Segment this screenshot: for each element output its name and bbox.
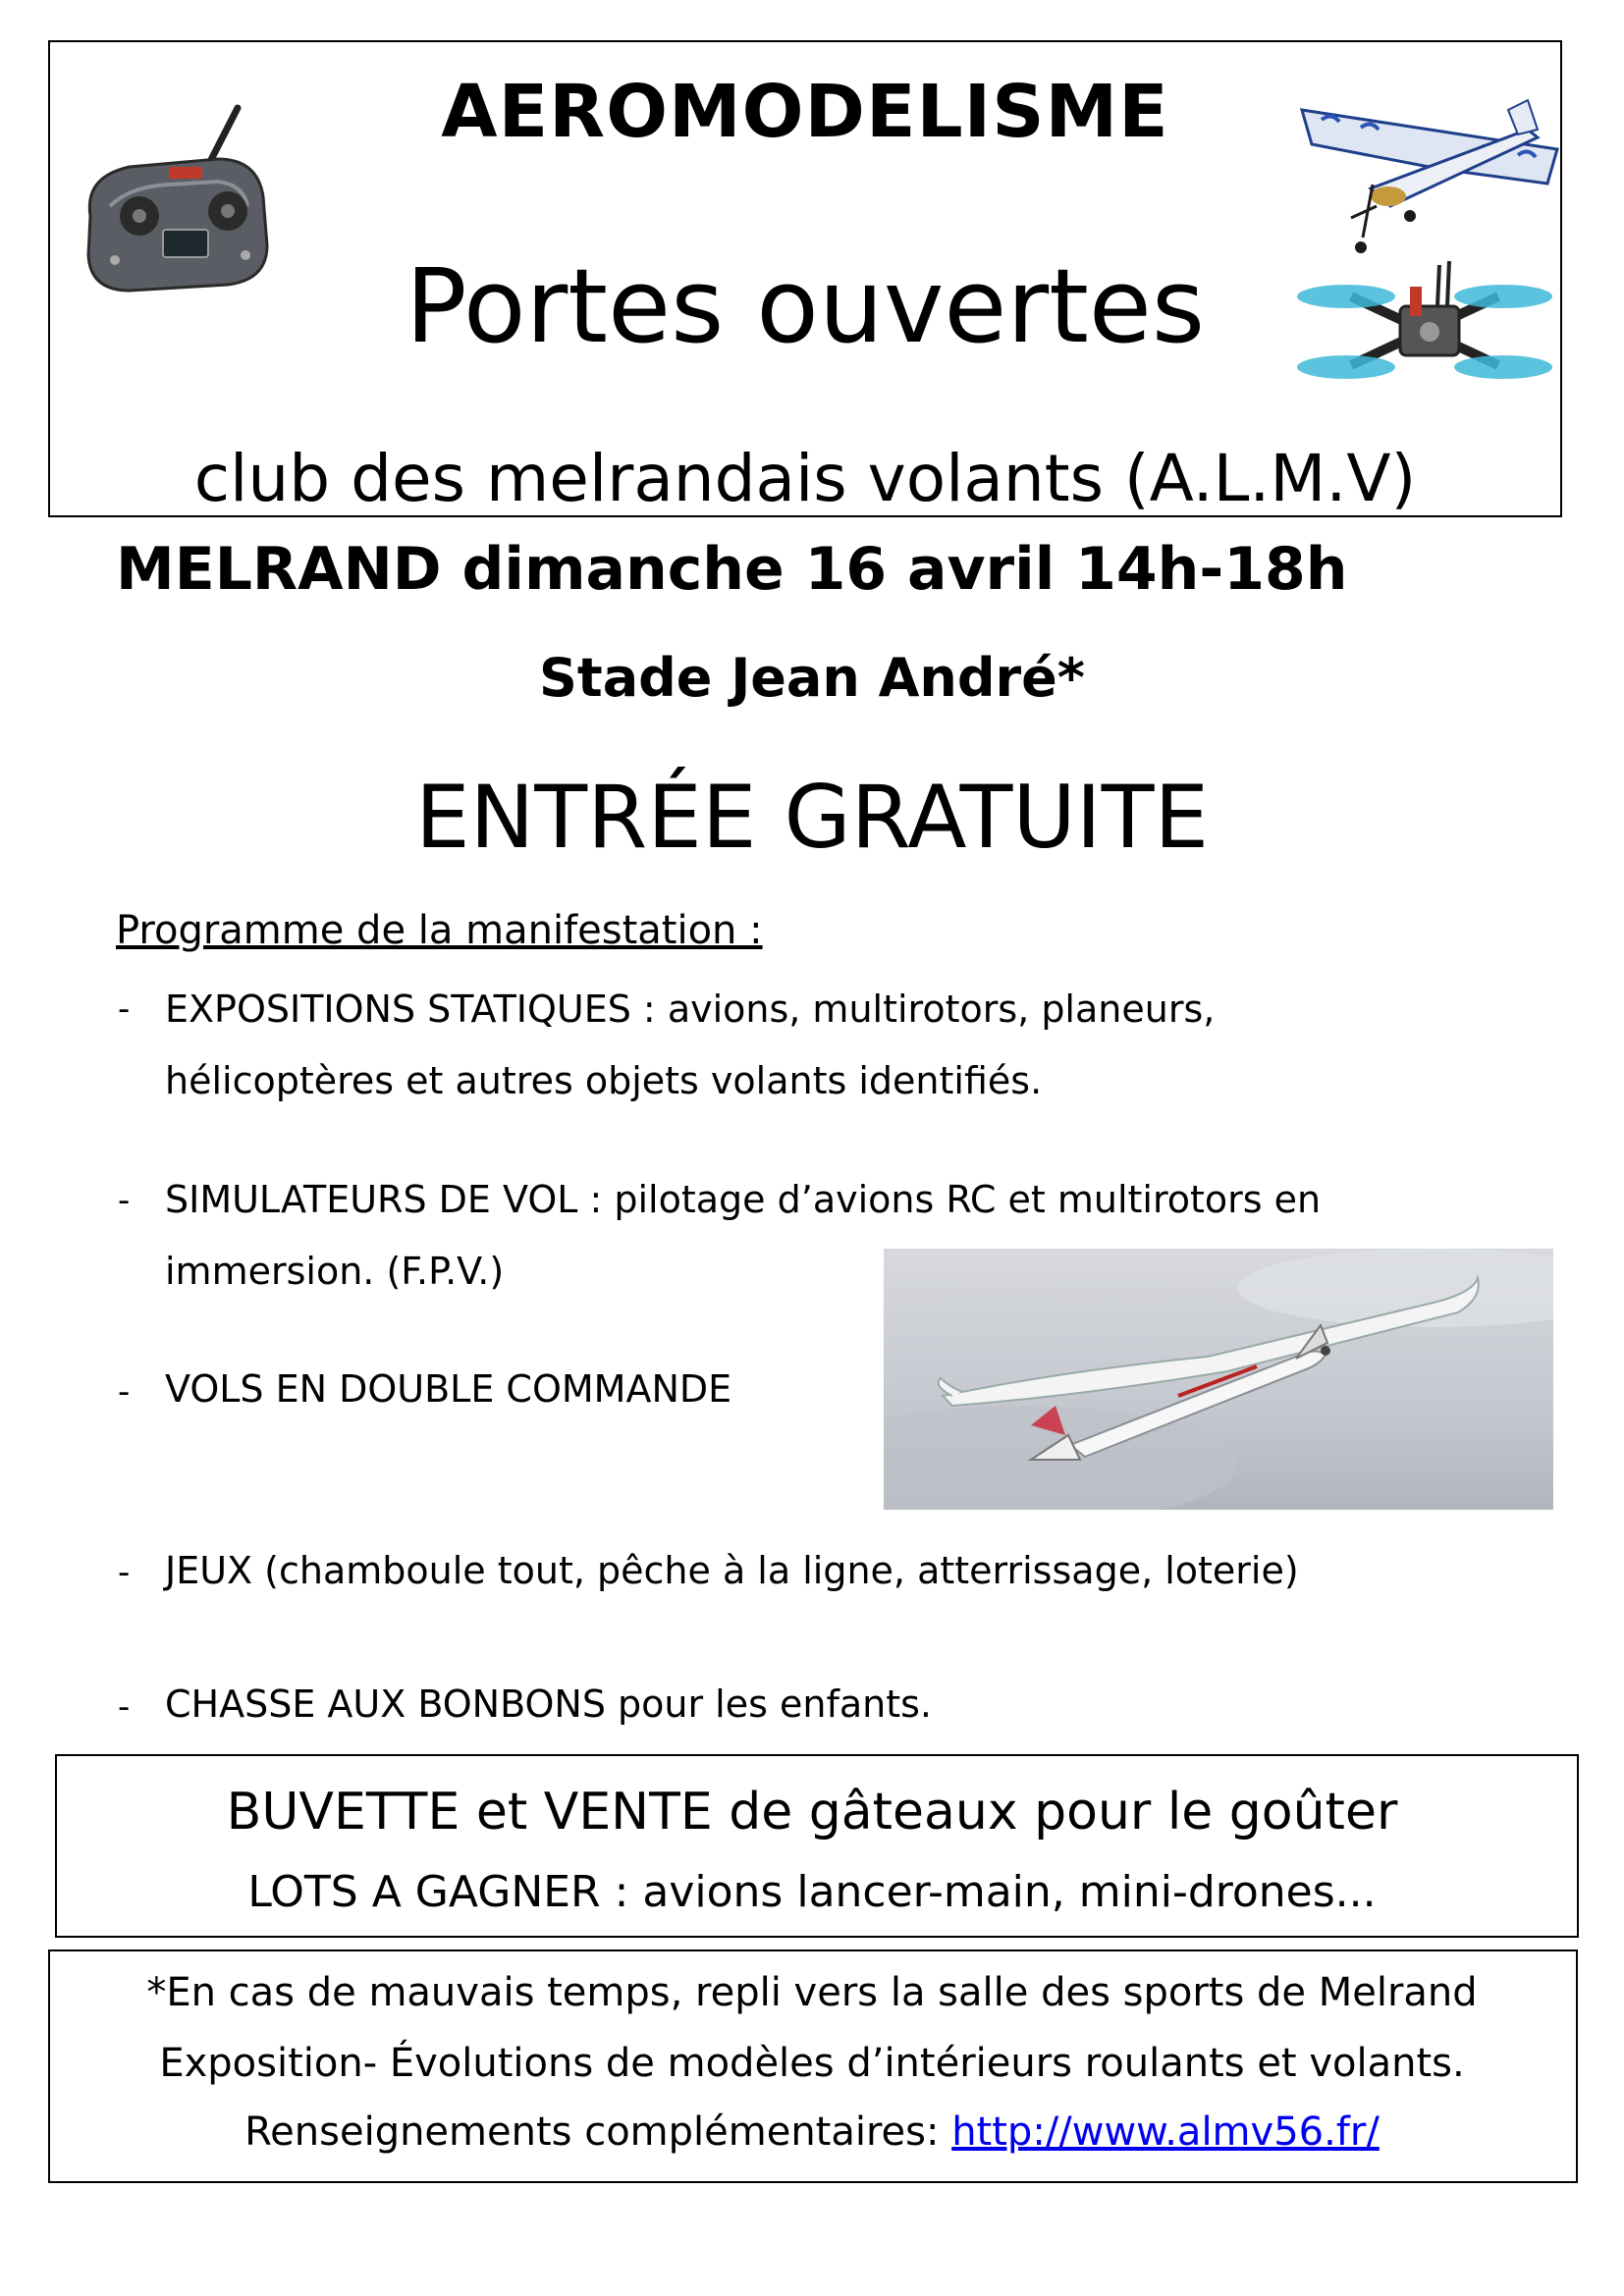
info-label: Renseignements complémentaires: bbox=[244, 2109, 952, 2155]
entry-free: ENTRÉE GRATUITE bbox=[414, 767, 1210, 868]
weather-note: *En cas de mauvais temps, repli vers la salle des sports de Melrand bbox=[146, 1970, 1478, 2015]
model-airplane-icon bbox=[1282, 90, 1569, 267]
event-venue: Stade Jean André* bbox=[538, 647, 1085, 709]
bullet-dash: - bbox=[118, 989, 131, 1029]
program-item-line: immersion. (F.P.V.) bbox=[165, 1250, 505, 1293]
program-item-line: EXPOSITIONS STATIQUES : avions, multirotors, planeurs, bbox=[165, 988, 1216, 1031]
refreshments-line: BUVETTE et VENTE de gâteaux pour le goûter bbox=[226, 1783, 1398, 1842]
bullet-dash: - bbox=[118, 1181, 131, 1220]
program-item-line: VOLS EN DOUBLE COMMANDE bbox=[165, 1367, 732, 1411]
program-item-line: hélicoptères et autres objets volants identifiés. bbox=[165, 1059, 1043, 1102]
info-line bbox=[0, 2103, 1624, 2162]
bullet-dash: - bbox=[118, 1553, 131, 1592]
program-item-line: SIMULATEURS DE VOL : pilotage d’avions RC et multirotors en bbox=[165, 1178, 1322, 1221]
rc-transmitter-icon bbox=[71, 98, 277, 304]
indoor-note: Exposition- Évolutions de modèles d’intérieurs roulants et volants. bbox=[159, 2041, 1465, 2086]
racing-drone-icon bbox=[1292, 257, 1567, 404]
program-item-line: CHASSE AUX BONBONS pour les enfants. bbox=[165, 1682, 932, 1726]
program-title: Programme de la manifestation : bbox=[116, 908, 763, 953]
page-title: AEROMODELISME bbox=[441, 70, 1169, 154]
glider-photo bbox=[884, 1249, 1553, 1510]
bullet-dash: - bbox=[118, 1372, 131, 1412]
website-link[interactable]: http://www.almv56.fr/ bbox=[951, 2109, 1380, 2155]
program-item-line: JEUX (chamboule tout, pêche à la ligne, atterrissage, loterie) bbox=[165, 1549, 1299, 1592]
event-date: MELRAND dimanche 16 avril 14h-18h bbox=[116, 535, 1348, 604]
bullet-dash: - bbox=[118, 1687, 131, 1727]
club-name: club des melrandais volants (A.L.M.V) bbox=[193, 441, 1417, 516]
page-subtitle: Portes ouvertes bbox=[405, 246, 1206, 366]
prizes-line: LOTS A GAGNER : avions lancer-main, mini-drones... bbox=[247, 1867, 1377, 1917]
